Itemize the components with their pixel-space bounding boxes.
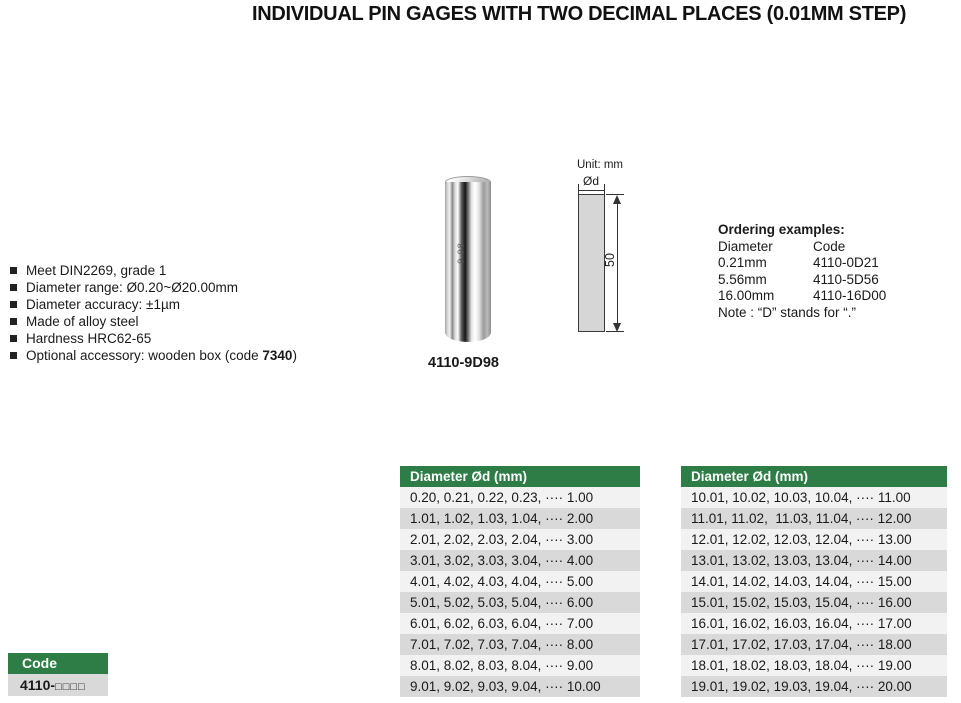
ordering-col-diameter: Diameter	[718, 238, 773, 254]
table-row: 14.01, 14.02, 14.03, 14.04, ···· 15.00	[681, 571, 947, 592]
code-box	[8, 653, 108, 696]
ordering-diameter: 5.56mm	[718, 271, 767, 287]
feature-text: Meet DIN2269, grade 1	[26, 263, 167, 278]
diameter-dim-label: Ød	[582, 174, 599, 188]
ordering-header-row	[718, 239, 886, 256]
square-bullet-icon	[10, 335, 17, 342]
ordering-row	[718, 255, 886, 272]
ordering-code: 4110-5D56	[813, 271, 879, 287]
square-bullet-icon	[10, 352, 17, 359]
table-row: 16.01, 16.02, 16.03, 16.04, ···· 17.00	[681, 613, 947, 634]
pin-model-label: 4110-9D98	[428, 355, 499, 371]
page-title: INDIVIDUAL PIN GAGES WITH TWO DECIMAL PLACES (0.01MM STEP)	[251, 3, 907, 25]
table-row: 17.01, 17.02, 17.03, 17.04, ···· 18.00	[681, 634, 947, 655]
pin-gage-image	[445, 182, 491, 342]
table-row: 2.01, 2.02, 2.03, 2.04, ···· 3.00	[400, 529, 640, 550]
ordering-title: Ordering examples:	[718, 222, 845, 237]
ordering-code: 4110-16D00	[813, 288, 887, 303]
feature-item	[8, 296, 297, 313]
code-prefix: 4110-	[20, 677, 56, 693]
gage-outline-rect	[578, 194, 605, 332]
ordering-row	[718, 288, 886, 305]
ordering-diameter: 16.00mm	[718, 288, 775, 303]
diameter-dimension-line	[578, 190, 605, 191]
square-bullet-icon	[10, 284, 17, 291]
feature-accessory-code: 7340	[262, 348, 293, 363]
unit-label: Unit: mm	[577, 159, 623, 171]
feature-item	[8, 279, 297, 296]
table-row: 5.01, 5.02, 5.03, 5.04, ···· 6.00	[400, 592, 640, 613]
diameter-table-right	[681, 466, 947, 697]
arrow-up-icon	[613, 195, 621, 204]
code-box-value	[8, 674, 108, 696]
ordering-row	[718, 272, 886, 289]
feature-item	[8, 347, 297, 364]
ordering-diameter: 0.21mm	[718, 255, 767, 270]
table-row: 13.01, 13.02, 13.03, 13.04, ···· 14.00	[681, 550, 947, 571]
table-row: 9.01, 9.02, 9.03, 9.04, ···· 10.00	[400, 676, 640, 697]
table-header: Diameter Ød (mm)	[681, 466, 947, 487]
length-dimension-line	[617, 198, 618, 328]
square-bullet-icon	[10, 301, 17, 308]
table-row: 12.01, 12.02, 12.03, 12.04, ···· 13.00	[681, 529, 947, 550]
diameter-dim-tick-right	[604, 184, 605, 194]
diameter-dim-tick-left	[578, 184, 579, 194]
feature-text: )	[292, 348, 297, 363]
pin-engraving-text: 9.98	[455, 242, 466, 264]
features-list	[8, 262, 297, 364]
feature-item	[8, 330, 297, 347]
table-row: 4.01, 4.02, 4.03, 4.04, ···· 5.00	[400, 571, 640, 592]
feature-text: Optional accessory: wooden box (code	[26, 348, 263, 363]
feature-text: Diameter range: Ø0.20~Ø20.00mm	[26, 280, 238, 295]
square-bullet-icon	[10, 318, 17, 325]
code-box-header: Code	[8, 653, 108, 674]
ordering-col-code: Code	[813, 238, 846, 254]
feature-text: Made of alloy steel	[26, 314, 139, 329]
diameter-table-left	[400, 466, 640, 697]
feature-item	[8, 313, 297, 330]
length-dim-label: 50	[602, 253, 617, 267]
table-row: 0.20, 0.21, 0.22, 0.23, ···· 1.00	[400, 487, 640, 508]
ordering-examples	[718, 222, 886, 321]
table-row: 3.01, 3.02, 3.03, 3.04, ···· 4.00	[400, 550, 640, 571]
code-placeholder-squares: □□□□	[55, 681, 86, 693]
table-row: 10.01, 10.02, 10.03, 10.04, ···· 11.00	[681, 487, 947, 508]
feature-text: Diameter accuracy: ±1µm	[26, 297, 180, 312]
table-row: 6.01, 6.02, 6.03, 6.04, ···· 7.00	[400, 613, 640, 634]
table-row: 8.01, 8.02, 8.03, 8.04, ···· 9.00	[400, 655, 640, 676]
ordering-code: 4110-0D21	[813, 255, 879, 270]
feature-text: Hardness HRC62-65	[26, 331, 152, 346]
square-bullet-icon	[10, 267, 17, 274]
table-row: 7.01, 7.02, 7.03, 7.04, ···· 8.00	[400, 634, 640, 655]
table-row: 18.01, 18.02, 18.03, 18.04, ···· 19.00	[681, 655, 947, 676]
table-row: 15.01, 15.02, 15.03, 15.04, ···· 16.00	[681, 592, 947, 613]
table-header: Diameter Ød (mm)	[400, 466, 640, 487]
table-row: 19.01, 19.02, 19.03, 19.04, ···· 20.00	[681, 676, 947, 697]
arrow-down-icon	[613, 323, 621, 332]
table-row: 11.01, 11.02, 11.03, 11.04, ···· 12.00	[681, 508, 947, 529]
ordering-note: Note : “D” stands for “.”	[718, 304, 857, 320]
feature-item	[8, 262, 297, 279]
table-row: 1.01, 1.02, 1.03, 1.04, ···· 2.00	[400, 508, 640, 529]
